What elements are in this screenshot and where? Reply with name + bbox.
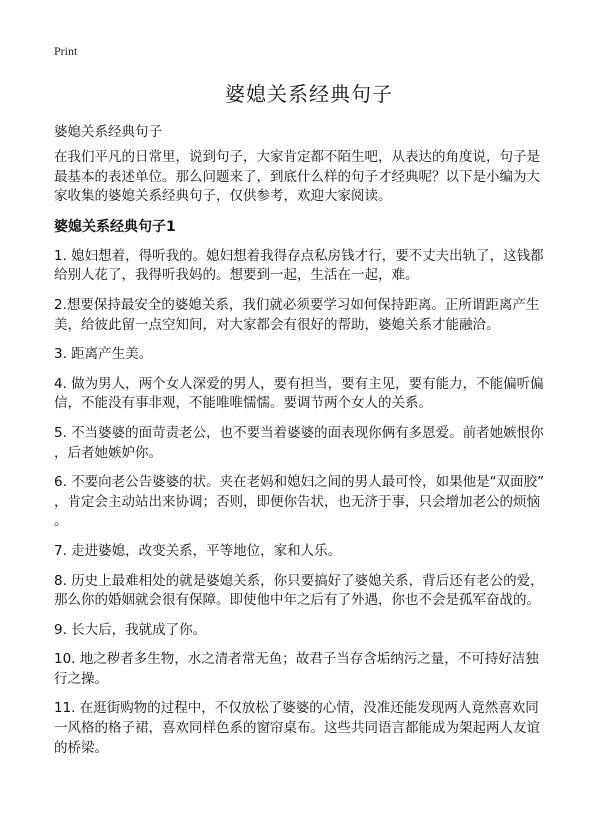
subtitle: 婆媳关系经典句子 — [54, 124, 162, 140]
sentence-paragraph: 4. 做为男人，两个女人深爱的男人，要有担当，要有主见，要有能力，不能偏听偏 信，不能没有事非观，不能唯唯懦懦。要调节两个女人的关系。 — [54, 375, 544, 412]
sentence-paragraph: 11. 在逛街购物的过程中，不仅放松了婆婆的心情，没准还能发现两人竟然喜欢同 一风格的格子裙，喜欢同样色系的窗帘桌布。这些共同语言都能成为架起两人友谊 的桥梁。 — [54, 700, 540, 756]
sentence-paragraph: 2.想要保持最安全的婆媳关系，我们就必须要学习如何保持距离。正所谓距离产生 美，给彼此留一点空知间，对大家都会有很好的帮助，婆媳关系才能融洽。 — [54, 296, 540, 333]
page-title: 婆媳关系经典句子 — [225, 82, 393, 106]
sentence-paragraph: 10. 地之秽者多生物，水之清者常无鱼；故君子当存含垢纳污之量，不可持好洁独 行之操。 — [54, 651, 539, 687]
sentence-paragraph: 8. 历史上最难相处的就是婆媳关系，你只要搞好了婆媳关系，背后还有老公的爱， 那么你的婚姻就会很有保障。即使他中年之后有了外遇，你也不会是孤军奋战的。 — [54, 572, 544, 609]
sentence-paragraph: 3. 距离产生美。 — [54, 346, 153, 363]
sentence-paragraph: 1. 媳妇想着，得听我的。媳妇想着我得存点私房钱才行，要不丈夫出轨了，这钱都 给别人花了，我得听我妈的。想要到一起，生活在一起，难。 — [54, 247, 544, 284]
sentence-paragraph: 9. 长大后，我就成了你。 — [54, 621, 207, 638]
intro-paragraph: 在我们平凡的日常里，说到句子，大家肯定都不陌生吧，从表达的角度说，句子是 最基本的表述单位。那么问题来了，到底什么样的句子才经典呢？以下是小编为大 家收集的婆媳关系经典句子，仅供参考，欢迎大家阅读。 — [54, 149, 540, 205]
sentence-paragraph: 5. 不当婆婆的面苛责老公，也不要当着婆婆的面表现你俩有多恩爱。前者她嫉恨你 ，后者她嫉妒你。 — [54, 424, 544, 461]
article-body — [54, 148, 564, 768]
sentence-paragraph: 6. 不要向老公告婆婆的状。夹在老妈和媳妇之间的男人最可怜，如果他是“双面胶” ，肯定会主动站出来协调；否则，即便你告状，也无济于事，只会增加老公的烦恼 。 — [54, 474, 545, 530]
print-link[interactable]: Print — [54, 44, 78, 58]
sentence-paragraph: 7. 走进婆媳，改变关系，平等地位，家和人乐。 — [54, 542, 342, 559]
section-heading: 婆媳关系经典句子1 — [54, 218, 176, 235]
